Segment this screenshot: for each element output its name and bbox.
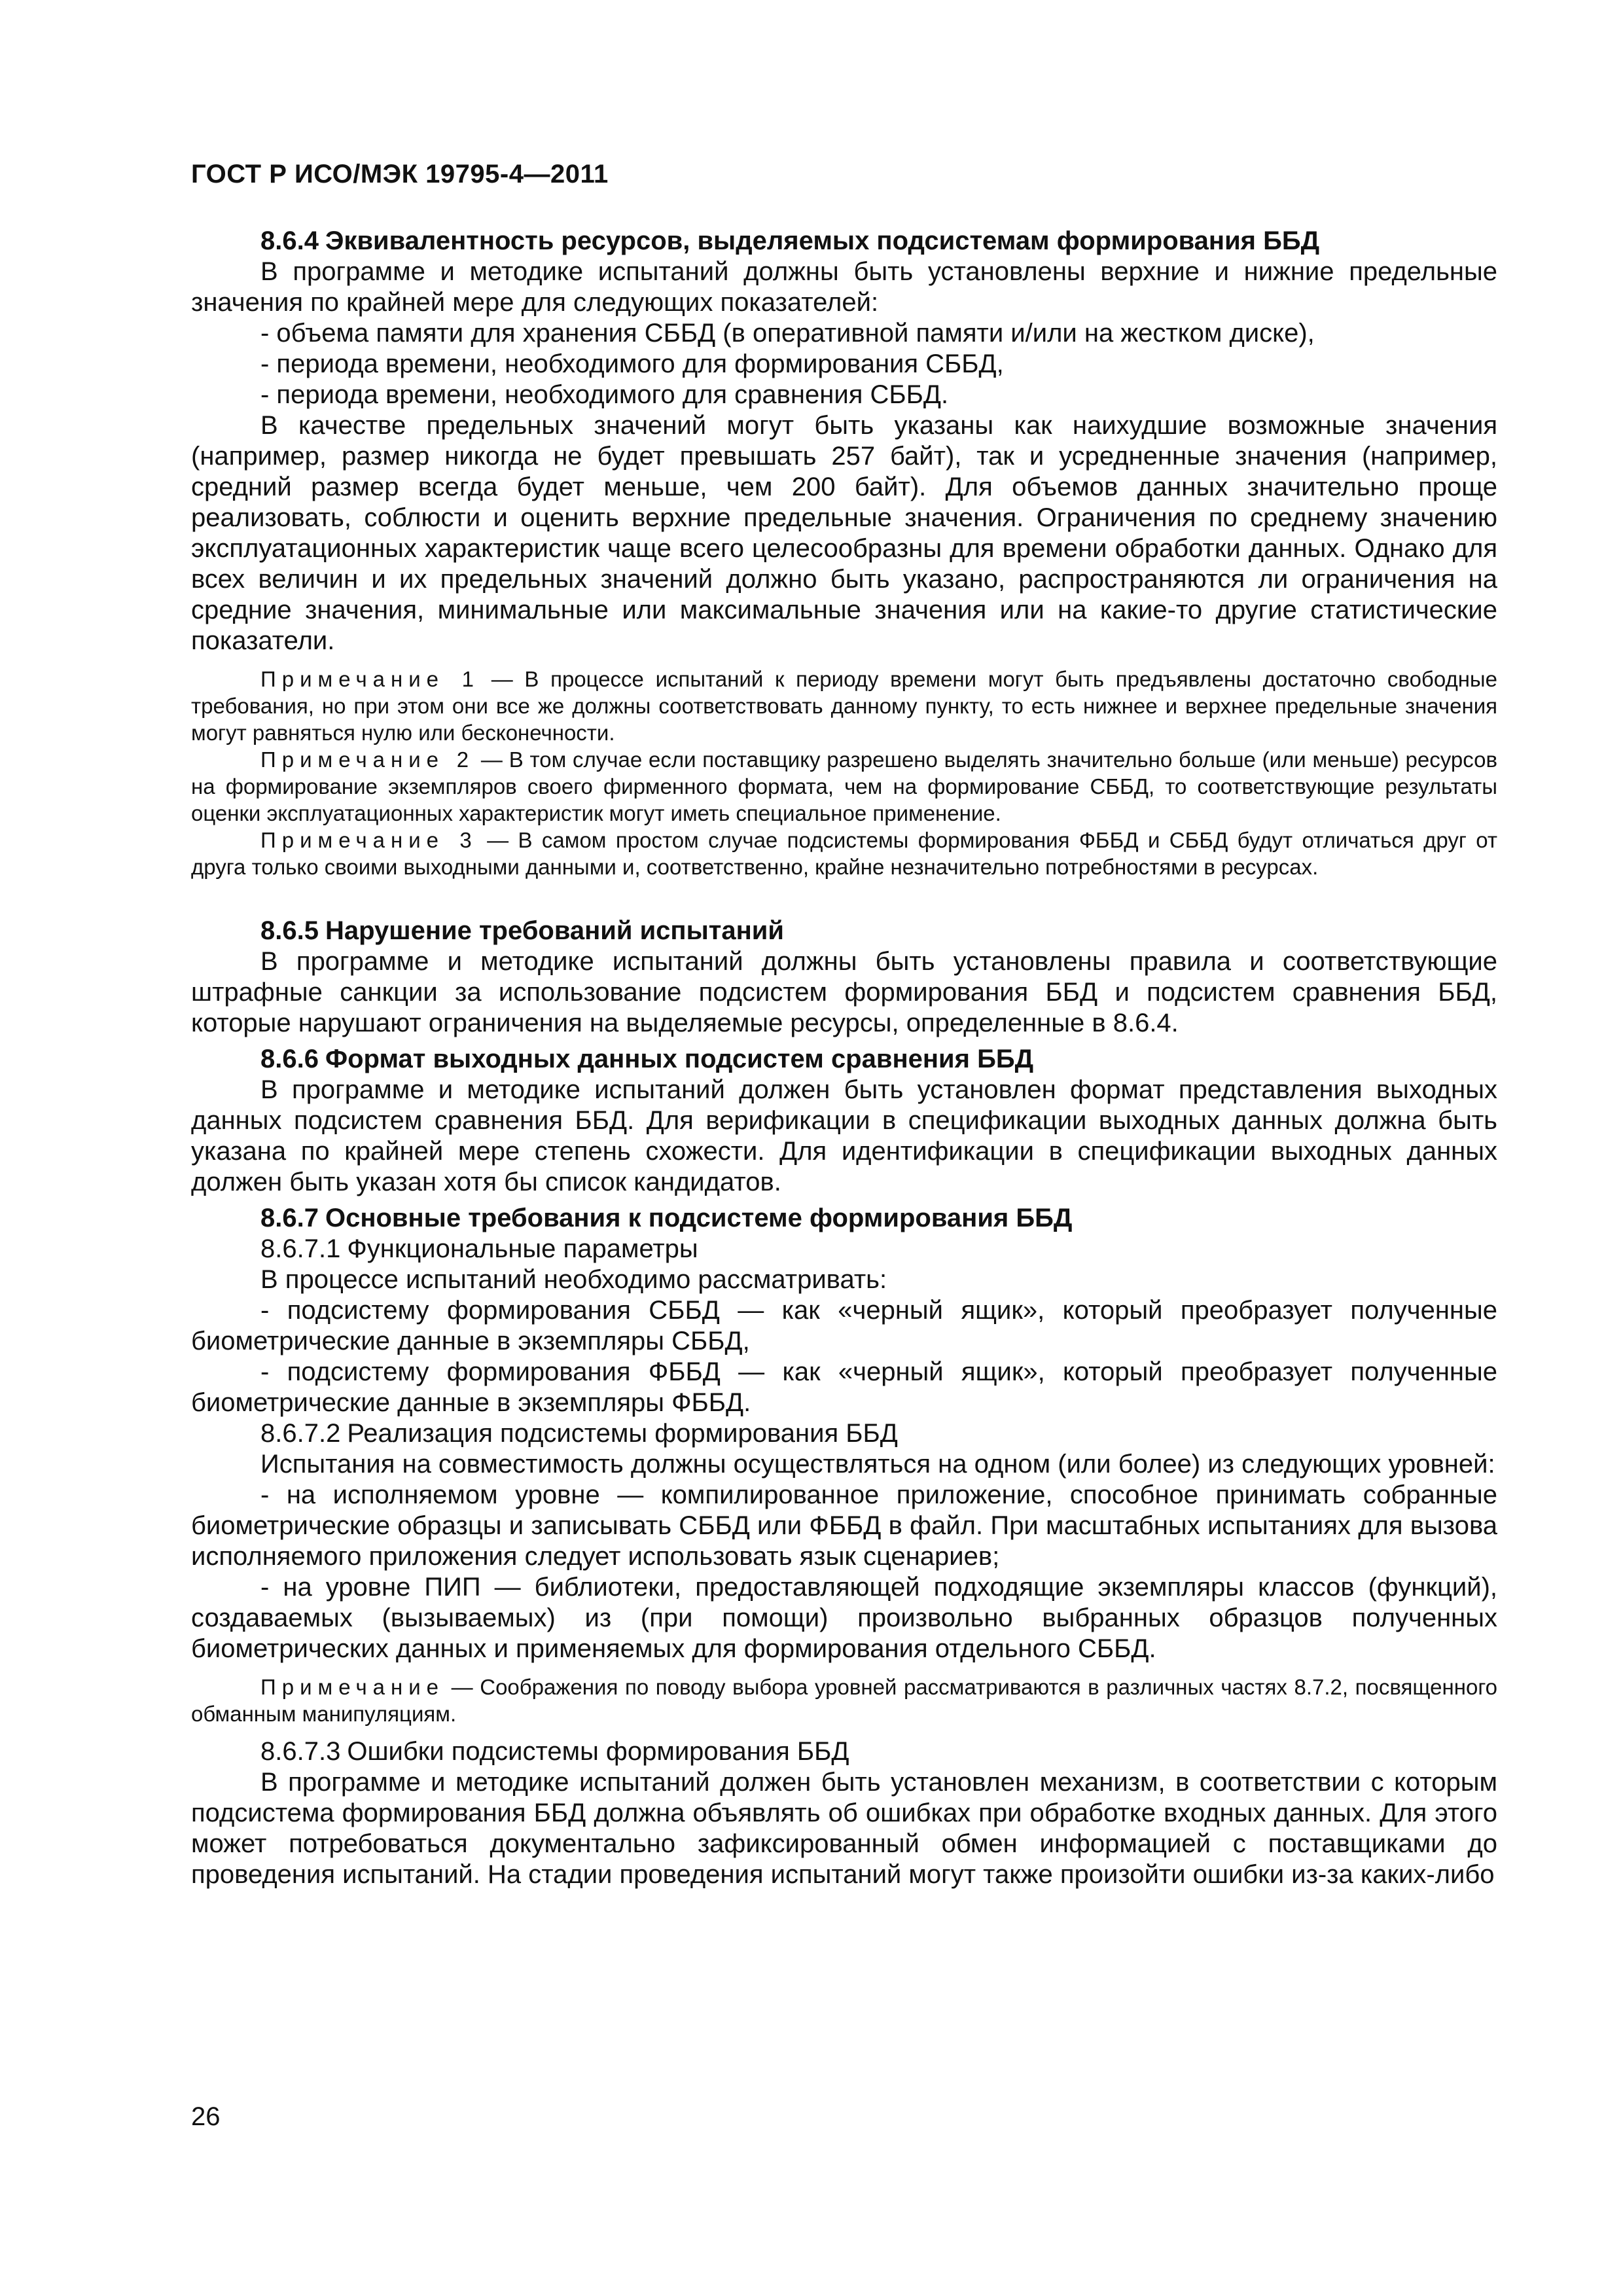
subsection-heading-8-6-7-1 (191, 1234, 1497, 1265)
section-number: 8.6.5 (260, 916, 319, 945)
list-item: - на исполняемом уровне — компилированное приложение, способное принимать собранные биометрические образцы и записывать СББД или ФББД в файл. При масштабных испытаниях для вызова исполняемого приложения следует использовать язык сценариев; (191, 1480, 1497, 1571)
note-label: Примечание 1 (260, 667, 480, 691)
section-title: Формат выходных данных подсистем сравнения ББД (325, 1045, 1034, 1073)
section-heading-8-6-7 (191, 1203, 1497, 1234)
paragraph: В программе и методике испытаний должен быть установлен механизм, в соответствии с которым подсистема формирования ББД должна объявлять об ошибках при обработке входных данных. Для этого может потребоваться документально зафиксированный обмен информацией с поставщиками до проведения испытаний. На стадии проведения испытаний могут также произойти ошибки из-за каких-либо (191, 1768, 1497, 1889)
note-text: — Соображения по поводу выбора уровней рассматриваются в различных частях 8.7.2, посвященного обманным манипуляциям. (191, 1675, 1497, 1726)
note-text: — В процессе испытаний к периоду времени могут быть предъявлены достаточно свободные требования, но при этом они все же должны соответствовать данному пункту, то есть нижнее и верхнее предельные значения могут равняться нулю или бесконечности. (191, 667, 1498, 745)
note-2 (191, 746, 1497, 827)
section-title: Нарушение требований испытаний (325, 916, 784, 945)
subsection-title: Реализация подсистемы формирования ББД (347, 1419, 898, 1448)
note-text: — В том случае если поставщику разрешено выделять значительно больше (или меньше) ресурсов на формирование экземпляров своего фирменного формата, чем на формирование СББД, то соответствующие результаты оценки эксплуатационных характеристик могут иметь специальное применение. (191, 747, 1497, 825)
list-item: - подсистему формирования СББД — как «черный ящик», который преобразует полученные биометрические данные в экземпляры СББД, (191, 1296, 1497, 1355)
note-3 (191, 827, 1497, 880)
section-number: 8.6.6 (260, 1045, 319, 1073)
subsection-number: 8.6.7.2 (260, 1419, 341, 1448)
note-label: Примечание (260, 1675, 445, 1699)
note-1 (191, 666, 1497, 746)
section-title: Эквивалентность ресурсов, выделяемых подсистемам формирования ББД (325, 226, 1320, 255)
paragraph: В программе и методике испытаний должен быть установлен формат представления выходных данных подсистем сравнения ББД. Для верификации в спецификации выходных данных должна быть указана по крайней мере степень схожести. Для идентификации в спецификации выходных данных должен быть указан хотя бы список кандидатов. (191, 1075, 1497, 1196)
paragraph: В процессе испытаний необходимо рассматривать: (260, 1265, 887, 1294)
subsection-title: Функциональные параметры (347, 1234, 698, 1263)
paragraph: В качестве предельных значений могут быть указаны как наихудшие возможные значения (например, размер никогда не будет превышать 257 байт), так и усредненные значения (например, средний размер всегда будет меньше, чем 200 байт). Для объемов данных значительно проще реализовать, соблюсти и оценить верхние предельные значения. Ограничения по среднему значению эксплуатационных характеристик чаще всего целесообразны для времени обработки данных. Однако для всех величин и их предельных значений должно быть указано, распространяются ли ограничения на средние значения, минимальные или максимальные значения или на какие-то другие статистические показатели. (191, 411, 1497, 655)
list-item: - объема памяти для хранения СББД (в оперативной памяти и/или на жестком диске), (260, 319, 1315, 348)
subsection-title: Ошибки подсистемы формирования ББД (347, 1737, 849, 1766)
list-item: - периода времени, необходимого для формирования СББД, (260, 350, 1004, 378)
note-label: Примечание 2 (260, 747, 475, 772)
list-item: - периода времени, необходимого для сравнения СББД. (260, 380, 949, 409)
section-title: Основные требования к подсистеме формирования ББД (325, 1204, 1073, 1232)
paragraph: Испытания на совместимость должны осуществляться на одном (или более) из следующих уровней: (260, 1450, 1495, 1479)
section-heading-8-6-4 (191, 226, 1497, 257)
paragraph: В программе и методике испытаний должны быть установлены верхние и нижние предельные значения по крайней мере для следующих показателей: (191, 257, 1497, 317)
page-content (191, 226, 1497, 1890)
section-heading-8-6-5 (191, 916, 1497, 946)
note-8-6-7-2 (191, 1674, 1497, 1727)
note-label: Примечание 3 (260, 828, 478, 852)
page-number: 26 (191, 2102, 221, 2131)
section-heading-8-6-6 (191, 1044, 1497, 1075)
subsection-number: 8.6.7.3 (260, 1737, 341, 1766)
paragraph: В программе и методике испытаний должны быть установлены правила и соответствующие штрафные санкции за использование подсистем формирования ББД и подсистем сравнения ББД, которые нарушают ограничения на выделяемые ресурсы, определенные в 8.6.4. (191, 947, 1497, 1037)
note-text: — В самом простом случае подсистемы формирования ФББД и СББД будут отличаться друг от друга только своими выходными данными и, соответственно, крайне незначительно потребностями в ресурсах. (191, 828, 1497, 879)
section-number: 8.6.7 (260, 1204, 319, 1232)
document-header: ГОСТ Р ИСО/МЭК 19795-4—2011 (191, 160, 609, 188)
subsection-number: 8.6.7.1 (260, 1234, 341, 1263)
subsection-heading-8-6-7-2 (191, 1418, 1497, 1449)
list-item: - на уровне ПИП — библиотеки, предоставляющей подходящие экземпляры классов (функций), создаваемых (вызываемых) из (при помощи) произвольно выбранных образцов полученных биометрических данных и применяемых для формирования отдельного СББД. (191, 1573, 1497, 1663)
subsection-heading-8-6-7-3 (191, 1736, 1497, 1767)
list-item: - подсистему формирования ФББД — как «черный ящик», который преобразует полученные биометрические данные в экземпляры ФББД. (191, 1357, 1497, 1417)
section-number: 8.6.4 (260, 226, 319, 255)
